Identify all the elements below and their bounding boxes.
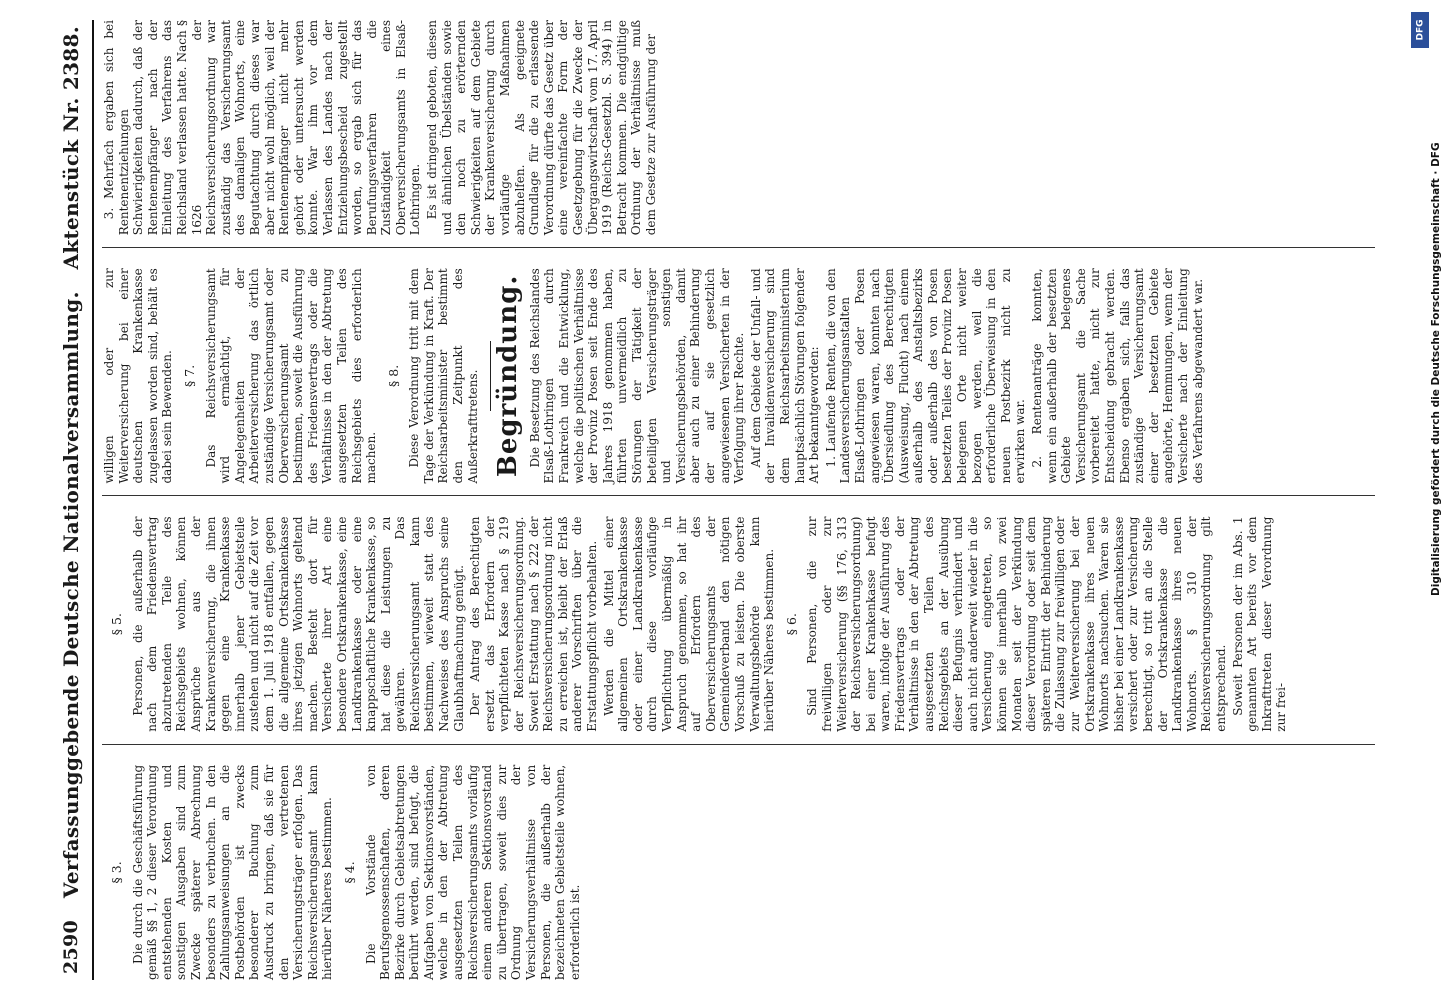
paragraph: Werden die Mittel einer allgemeinen Ortskrankenkasse oder einer Landkrankenkasse durch diese vorläufige Verpflichtung übermäßig in Anspruch genommen, so hat ihr auf Erfordern des Oberversicherungsamts der Gemeindeverband den nötigen Vorschuß zu leisten. Die oberste Verwaltungsbehörde kann hierüber Näheres bestimmen.: [601, 516, 777, 732]
section-heading: § 4.: [341, 861, 357, 884]
paragraph: 1. Laufende Renten, die von den Landesversicherungsanstalten Elsaß-Lothringen oder Posen angewiesen waren, konnten nach Übersiedlung des Berechtigten (Ausweisung, Flucht) nach einem außerhalb des Anstaltsbezirks oder außerhalb des von Posen besetzten Teiles der Provinz Posen belegenen Orte nicht weiter bezogen werden, weil die erforderliche Überweisung in den neuen Postbezirk nicht zu erwirken war.: [823, 268, 1028, 484]
page-number: 2590: [60, 919, 82, 974]
divider: [490, 341, 491, 411]
section-heading: § 8.: [385, 364, 401, 387]
document-reference: Aktenstück Nr. 2388.: [59, 26, 83, 270]
page-title: Verfassunggebende Deutsche Nationalversammlung.: [59, 291, 83, 899]
column-4: [102, 20, 1375, 248]
section-heading: § 3.: [109, 861, 124, 884]
paragraph: Der Antrag des Berechtigten ersetzt das Erfordern der verpflichteten Kasse nach § 219 der Reichsversicherungsordnung. Soweit Erstattung nach § 222 der Reichsversicherungsordnung nicht zu erreichen ist, bleibt der Erlaß anderer Vorschriften über die Erstattungspflicht vorbehalten.: [468, 516, 599, 732]
section-heading: § 5.: [109, 613, 124, 636]
paragraph: willigen oder zur Weiterversicherung bei einer deutschen Krankenkasse zugelassen worden sind, behält es dabei sein Bewenden.: [102, 268, 175, 484]
text-columns: [102, 20, 1375, 980]
rotated-page: [50, 20, 1375, 980]
paragraph: Die durch die Geschäftsführung gemäß §§ 1, 2 dieser Verordnung entstehenden Kosten und sonstigen Ausgaben sind zum Zwecke späterer Abrechnung besonders zu verbuchen. In den Zahlungsanweisungen an die Postbehörden ist zwecks besonderer Buchung zum Ausdruck zu bringen, daß sie für den vertretenen Versicherungsträger erfolgen. Das Reichsversicherungsamt kann hierüber Näheres bestimmen.: [130, 764, 335, 980]
dfg-note: Digitalisierung gefördert durch die Deutsche Forschungsgemeinschaft · DFG: [1430, 142, 1442, 596]
paragraph: Es ist dringend geboten, diesen und ähnlichen Übelständen sowie den noch zu erörternden Schwierigkeiten auf dem Gebiete der Krankenversicherung durch vorläufige Maßnahmen abzuhelfen. Als geeignete Grundlage für die zu erlassende Verordnung dürfte das Gesetz über eine vereinfachte Form der Gesetzgebung für die Zwecke der Übergangswirtschaft vom 17. April 1919 (Reichs-Gesetzbl. S. 394) in Betracht kommen. Die endgültige Ordnung der Verhältnisse muß dem Gesetze zur Ausführung der: [425, 20, 658, 236]
page-header: [50, 20, 94, 980]
paragraph: Die Vorstände von Berufsgenossenschaften, deren Bezirke durch Gebietsabtretungen berührt werden, sind befugt, die Aufgaben von Sektionsvorständen, welche in den der Abtretung ausgesetzten Teilen des Reichsversicherungsamts vorläufig einem anderen Sektionsvorstand zu übertragen, soweit dies zur Ordnung der Versicherungsverhältnisse von Personen, die außerhalb der bezeichneten Gebietsteile wohnen, erforderlich ist.: [363, 764, 582, 980]
section-title: Begründung.: [493, 274, 524, 478]
paragraph: Auf dem Gebiete der Unfall- und der Invalidenversicherung sind dem Reichsarbeitsministerium hauptsächlich Störungen folgender Art bekanntgeworden:: [748, 268, 822, 484]
paragraph: Die Besetzung des Reichslandes Elsaß-Lothringen durch Frankreich und die Entwicklung, welche die politischen Verhältnisse der Provinz Posen seit Ende des Jahres 1918 genommen haben, führten unvermeidlich zu Störungen der Tätigkeit der beteiligten Versicherungsträger und sonstigen Versicherungsbehörden, damit aber auch zu einer Behinderung der auf sie gesetzlich angewiesenen Versicherten in der Verfolgung ihrer Rechte.: [527, 268, 747, 484]
section-heading: § 6.: [783, 613, 799, 636]
paragraph: Das Reichsversicherungsamt wird ermächtigt, für Angelegenheiten der Arbeiterversicherung das örtlich zuständige Versicherungsamt oder Oberversicherungsamt zu bestimmen, soweit die Ausführung des Friedensvertrags oder die Verhältnisse in den der Abtretung ausgesetzten Teilen des Reichsgebiets dies erforderlich machen.: [203, 268, 379, 484]
paragraph: Soweit Personen der im Abs. 1 genannten Art bereits vor dem Inkrafttreten dieser Verordnung zur frei-: [1230, 516, 1289, 732]
column-3: [102, 268, 1375, 496]
paragraph: Personen, die außerhalb der nach dem Friedensvertrag abzutretenden Teile des Reichsgebiets wohnen, können Ansprüche aus der Krankenversicherung, die ihnen gegen eine Krankenkasse innerhalb jener Gebietsteile zustehen und nicht auf die Zeit vor dem 1. Juli 1918 entfallen, gegen die allgemeine Ortskrankenkasse ihres jetzigen Wohnorts geltend machen. Besteht dort für Versicherte ihrer Art eine besondere Ortskrankenkasse, eine Landkrankenkasse oder eine knappschaftliche Krankenkasse, so hat diese die Leistungen zu gewähren. Das Reichsversicherungsamt kann bestimmen, wieweit statt des Nachweises des Anspruchs seine Glaubhaftmachung genügt.: [130, 516, 466, 732]
dfg-sidebar: [1410, 10, 1442, 990]
paragraph: Sind Personen, die zur freiwilligen oder zur Weiterversicherung (§§ 176, 313 der Reichsversicherungsordnung) bei einer Krankenkasse befugt waren, infolge der Ausführung des Friedensvertrags oder der Verhältnisse in den der Abtretung ausgesetzten Teilen des Reichsgebiets an der Ausübung dieser Befugnis verhindert und auch nicht anderweit wieder in die Versicherung eingetreten, so können sie innerhalb von zwei Monaten seit der Verkündung dieser Verordnung oder seit dem späteren Eintritt der Behinderung die Zulassung zur freiwilligen oder zur Weiterversicherung bei der Ortskrankenkasse ihres neuen Wohnorts nachsuchen. Waren sie bisher bei einer Landkrankenkasse versichert oder zur Versicherung berechtigt, so tritt an die Stelle der Ortskrankenkasse die Landkrankenkasse ihres neuen Wohnorts. § 310 der Reichsversicherungsordnung gilt entsprechend.: [805, 516, 1228, 732]
dfg-logo: DFG: [1411, 12, 1429, 48]
column-1: [102, 765, 1375, 980]
section-heading: § 7.: [181, 364, 197, 387]
paragraph: 2. Rentenanträge konnten, wenn ein außerhalb der besetzten Gebiete belegenes Versicherungsamt die Sache vorbereitet hatte, nicht zur Entscheidung gebracht werden. Ebenso ergaben sich, falls das zuständige Versicherungsamt einer der besetzten Gebiete angehörte, Hemmungen, wenn der Versicherte nach der Einleitung des Verfahrens abgewandert war.: [1030, 268, 1205, 484]
paragraph: 3. Mehrfach ergaben sich bei Rentenentziehungen Schwierigkeiten dadurch, daß der Rentenempfänger nach der Einleitung des Verfahrens das Reichsland verlassen hatte. Nach § 1626 der Reichsversicherungsordnung war zuständig das Versicherungsamt des damaligen Wohnorts, eine Begutachtung durch dieses war aber nicht wohl möglich, weil der Rentenempfänger nicht mehr gehört oder untersucht werden konnte. War ihm vor dem Verlassen des Landes nach der Entziehungsbescheid zugestellt worden, so ergab sich für das Berufungsverfahren die Zuständigkeit eines Oberversicherungsamts in Elsaß-Lothringen.: [102, 20, 423, 236]
column-2: [102, 517, 1375, 745]
paragraph: Diese Verordnung tritt mit dem Tage der Verkündung in Kraft. Der Reichsarbeitsminister bestimmt den Zeitpunkt des Außerkrafttretens.: [407, 268, 480, 484]
